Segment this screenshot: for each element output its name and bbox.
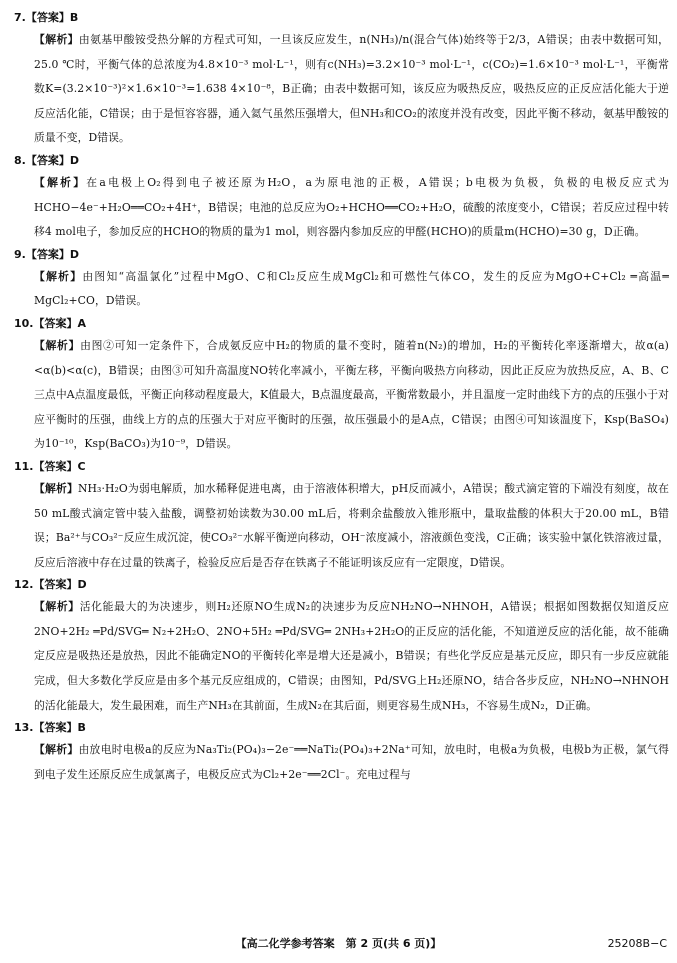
answer-line [14,8,669,28]
answer-line [14,718,669,738]
analysis-paragraph [14,595,669,718]
answer-label: 【答案】 [33,721,78,735]
analysis-paragraph [14,265,669,314]
answer-label: 【答案】 [25,153,70,167]
analysis-label: 【解析】 [34,338,81,352]
analysis-paragraph [14,171,669,245]
analysis-text: 由氨基甲酸铵受热分解的方程式可知，一旦该反应发生，n(NH₃)/n(混合气体)始终等于2/3，A错误；由表中数据可知，25.0 ℃时，平衡气体的总浓度为4.8×10⁻³ mol·L⁻¹，则有c(NH₃)=3.2×10⁻³ mol·L⁻¹，c(CO₂)=1.6×10⁻³ mol·L⁻¹，平衡常数K=(3.2×10⁻³)²×1.6×10⁻³=1.638 4×10⁻⁸，B正确；由表中数据可知，该反应为吸热反应，吸热反应的正反应活化能大于逆反应活化能，C错误；由于是恒容容器，通入氦气虽然压强增大，但NH₃和CO₂的浓度并没有改变，因此平衡不移动，氨基甲酸铵的质量不变，D错误。 [34,33,669,145]
analysis-label: 【解析】 [34,600,80,614]
answer-label: 【答案】 [25,247,70,261]
analysis-label: 【解析】 [34,175,87,189]
page-footer [0,934,677,954]
analysis-text: 活化能最大的为决速步，则H₂还原NO生成N₂的决速步为反应NH₂NO→NHNOH，A错误；根据如图数据仅知道反应2NO+2H₂ ═Pd/SVG═ N₂+2H₂O、2NO+5H₂ ═Pd/SVG═ 2NH₃+2H₂O的正反应的活化能，不知道逆反应的活化能，故不能确定反应是吸热还是放热，因此不能确定NO的平衡转化率是增大还是减小，B错误；有些化学反应是基元反应，即只有一步反应就能完成，但大多数化学反应是由多个基元反应组成的，C错误；由图知，Pd/SVG上H₂还原NO，结合各步反应，NH₂NO→NHNOH的活化能最大，发生最困难，而生产NH₃在其前面，生成N₂在其后面，则更容易生成NH₃，不容易生成N₂，D正确。 [34,600,669,712]
answer-value: B [69,11,79,24]
analysis-paragraph [14,477,669,575]
analysis-text: NH₃·H₂O为弱电解质，加水稀释促进电离，由于溶液体积增大，pH反而减小，A错误；酸式滴定管的下端没有刻度，故在50 mL酸式滴定管中装入盐酸，调整初始读数为30.00 mL后，将剩余盐酸放入锥形瓶中，量取盐酸的体积大于20.00 mL，B错误；Ba²⁺与CO₃²⁻反应生成沉淀，使CO₃²⁻水解平衡逆向移动，OH⁻浓度减小，溶液颜色变浅，C正确；该实验中氯化铁溶液过量，反应后溶液中存在过量的铁离子，检验反应后是否存在铁离子不能证明该反应有一定限度，D错误。 [34,481,669,569]
answer-line [14,151,669,171]
analysis-text: 在a电极上O₂得到电子被还原为H₂O，a为原电池的正极，A错误；b电极为负极，负极的电极反应式为HCHO−4e⁻+H₂O══CO₂+4H⁺，B错误；电池的总反应为O₂+HCHO══CO₂+H₂O，硫酸的浓度变小，C错误；若反应过程中转移4 mol电子，参加反应的HCHO的物质的量为1 mol，则容器内参加反应的甲醛(HCHO)的质量m(HCHO)=30 g，D正确。 [34,175,670,239]
analysis-label: 【解析】 [34,269,83,283]
question-number: 13. [14,721,34,735]
answer-line [14,575,669,595]
analysis-label: 【解析】 [34,743,79,757]
footer-title: 【高二化学参考答案 第 2 页(共 6 页)】 [235,937,442,950]
question-8 [14,151,669,245]
question-11 [14,457,669,575]
answer-label: 【答案】 [33,578,78,592]
analysis-text: 由图②可知一定条件下，合成氨反应中H₂的物质的量不变时，随着n(N₂)的增加，H₂的平衡转化率逐渐增大，故α(a)<α(b)<α(c)，B错误；由图③可知升高温度NO转化率减小，平衡左移，平衡向吸热方向移动，因此正反应为放热反应，A、B、C三点中A点温度最低，平衡正向移动程度最大，K值最大，B点温度最高，平衡常数最小，并且温度一定时曲线下方的点的压强小于对应平衡时的压强，曲线上方的点的压强大于对应平衡时的压强，故压强最小的是A点，C错误；由图④可知该温度下，Ksp(BaSO₄)为10⁻¹⁰，Ksp(BaCO₃)为10⁻⁹，D错误。 [34,338,669,451]
question-9 [14,245,669,314]
answer-line [14,245,669,265]
analysis-text: 由放电时电极a的反应为Na₃Ti₂(PO₄)₃−2e⁻══NaTi₂(PO₄)₃+2Na⁺可知，放电时，电极a为负极，电极b为正极，氯气得到电子发生还原反应生成氯离子，电极反应式为Cl₂+2e⁻══2Cl⁻。充电过程与 [34,743,669,781]
answer-value: C [77,459,86,473]
question-number: 12. [14,578,34,592]
answer-label: 【答案】 [33,459,78,473]
answer-value: A [77,316,87,330]
question-10 [14,314,669,457]
question-number: 8. [14,153,26,167]
analysis-text: 由图知“高温氯化”过程中MgO、C和Cl₂反应生成MgCl₂和可燃性气体CO，发生的反应为MgO+C+Cl₂ ═高温═ MgCl₂+CO，D错误。 [34,269,670,308]
answer-line [14,457,669,477]
answer-label: 【答案】 [33,316,78,330]
answer-value: B [77,721,86,735]
answers-body [14,8,669,787]
answer-label: 【答案】 [25,11,70,24]
answer-value: D [69,153,79,167]
answer-value: D [69,247,79,261]
question-12 [14,575,669,718]
question-13 [14,718,669,787]
question-number: 9. [14,247,26,261]
question-number: 11. [14,459,34,473]
question-number: 10. [14,316,34,330]
question-7 [14,8,669,151]
question-number: 7. [14,11,26,24]
analysis-label: 【解析】 [34,33,79,46]
answer-line [14,314,669,334]
analysis-paragraph [14,28,669,151]
answer-value: D [77,578,87,592]
analysis-paragraph [14,334,669,457]
footer-code: 25208B−C [607,937,667,950]
analysis-paragraph [14,738,669,787]
analysis-label: 【解析】 [34,481,78,495]
